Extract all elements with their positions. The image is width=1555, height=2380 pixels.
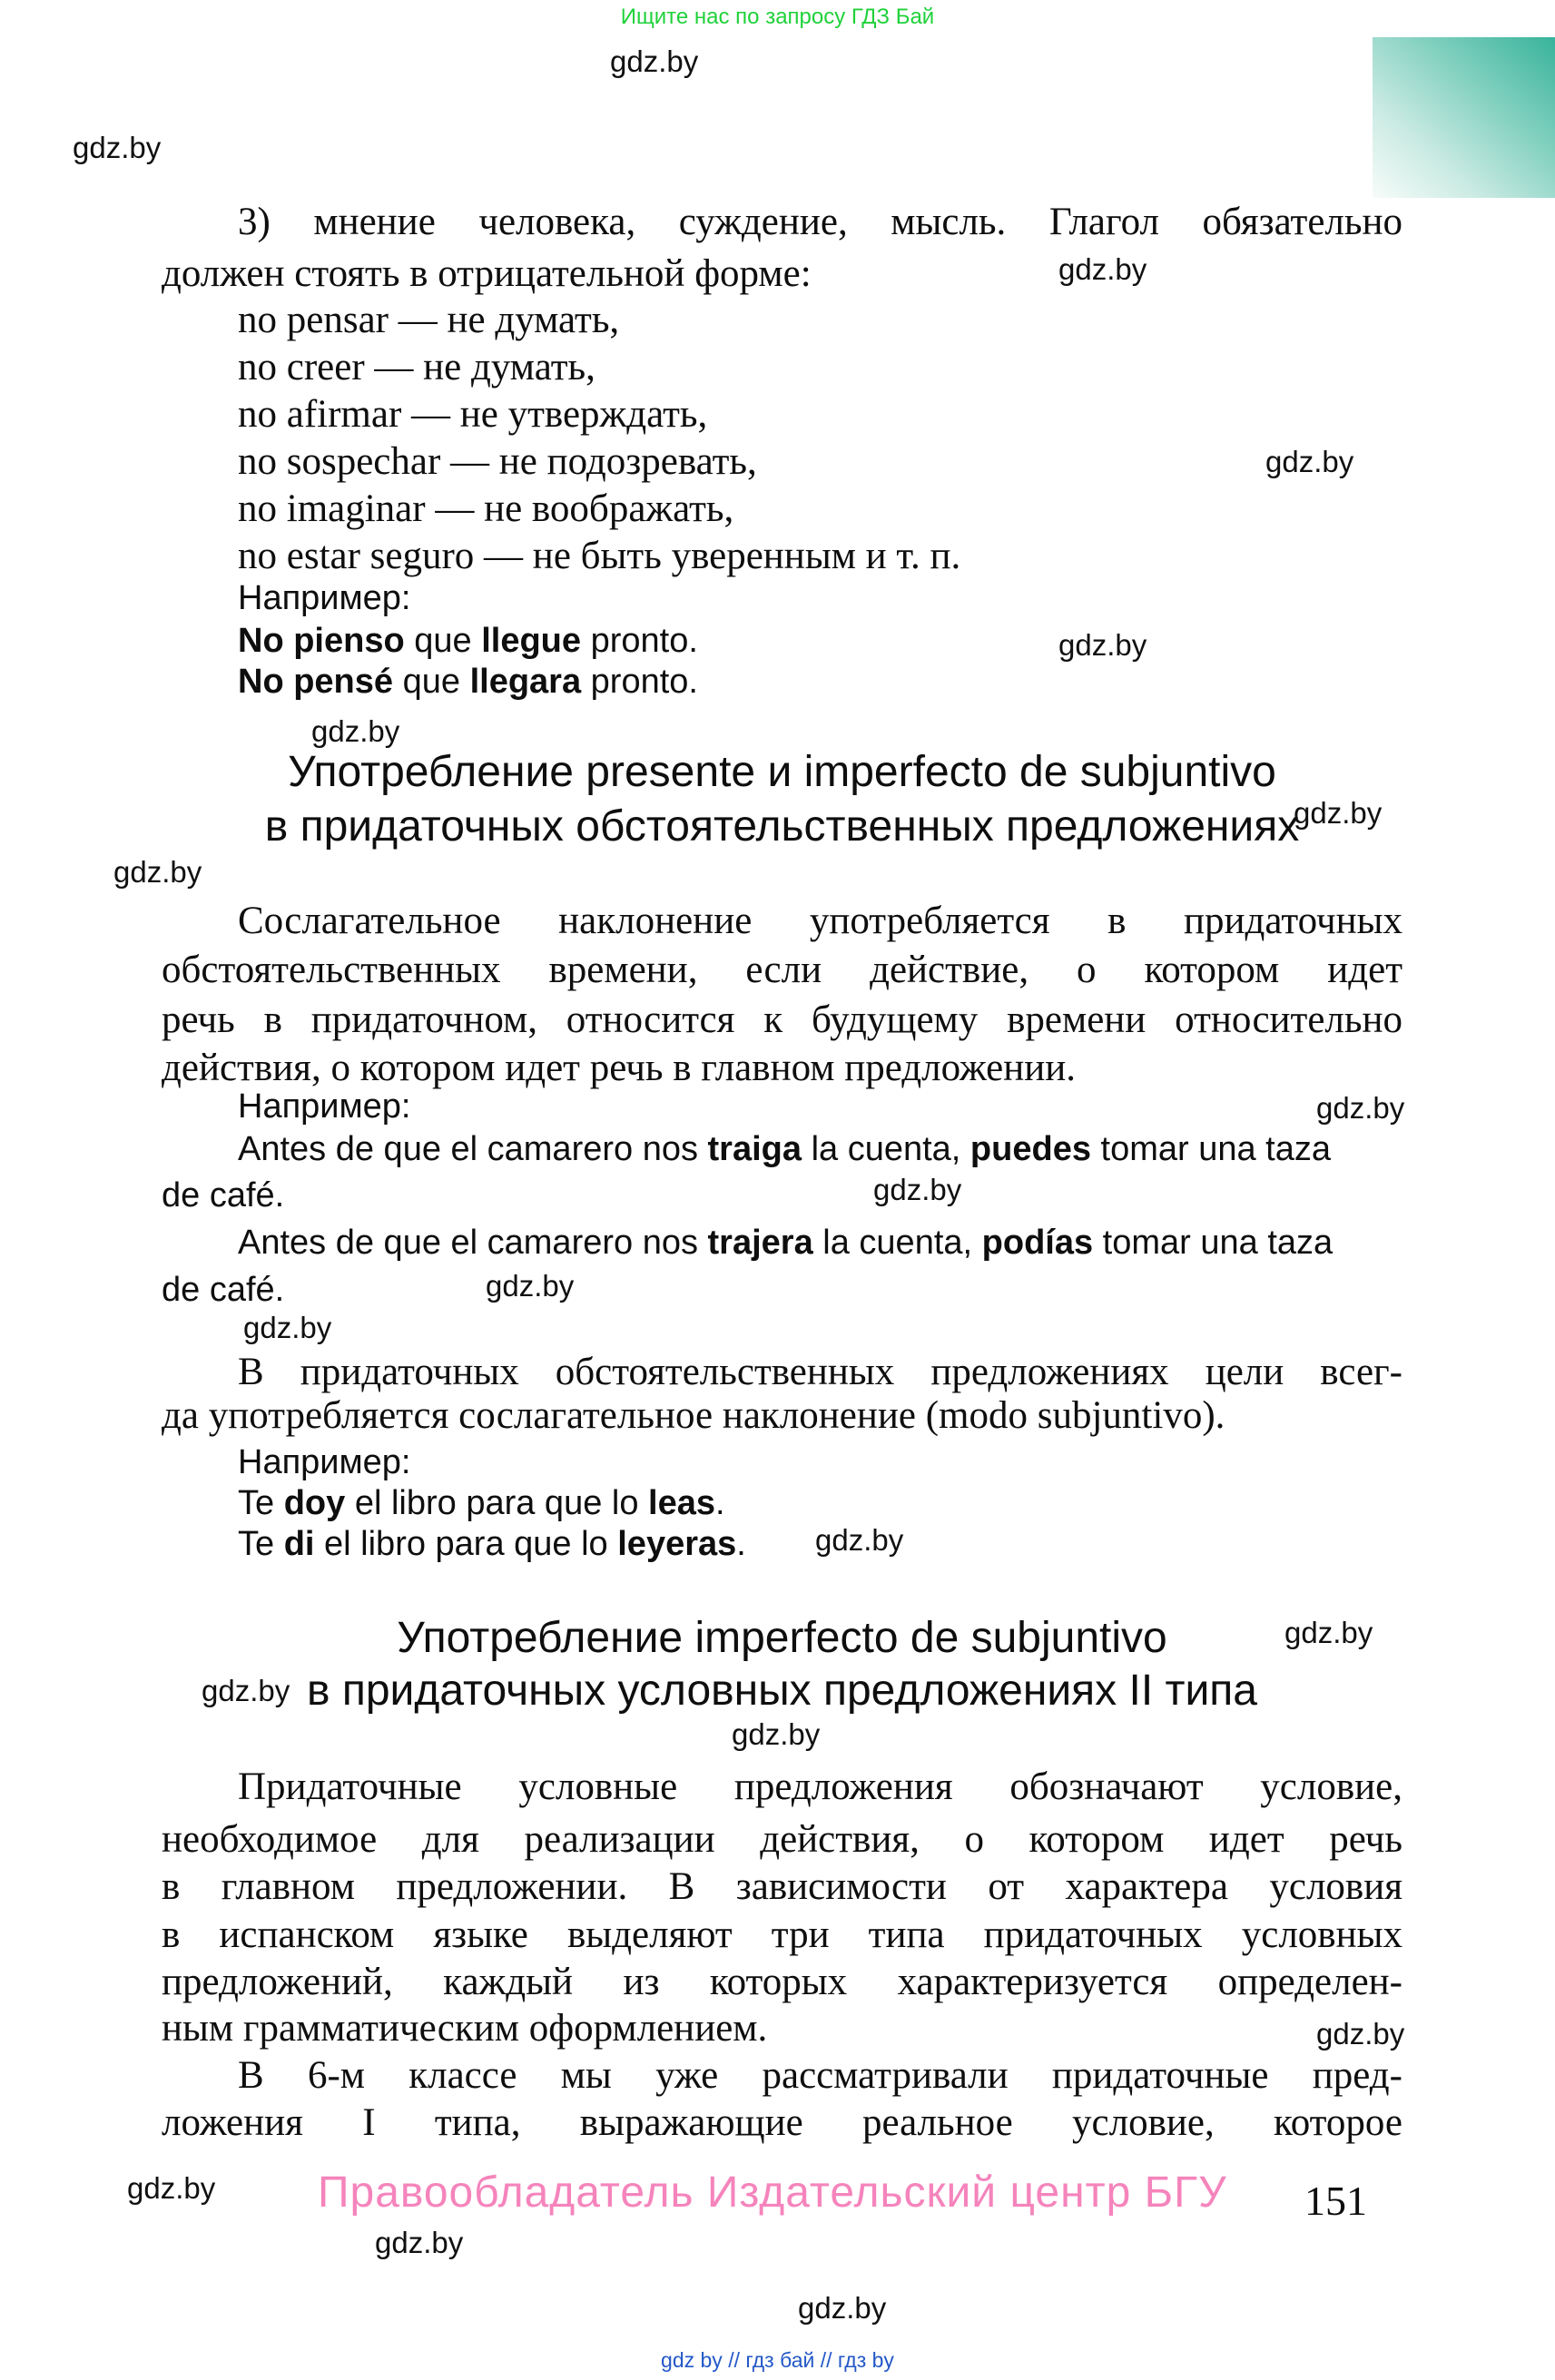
list-item: no imaginar — не воображать, — [238, 487, 734, 530]
paragraph-line: 3) мнение человека, суждение, мысль. Глагол обязательно — [238, 201, 1402, 243]
paragraph-line: В 6-м классе мы уже рассматривали придаточные пред- — [238, 2054, 1402, 2097]
watermark: gdz.by — [127, 2171, 216, 2205]
example-line: Te di el libro para que lo leyeras. — [238, 1525, 746, 1563]
paragraph-line: Сослагательное наклонение употребляется в придаточных — [238, 900, 1402, 942]
watermark: gdz.by — [375, 2226, 464, 2259]
watermark: gdz.by — [1058, 628, 1147, 662]
watermark: gdz.by — [610, 44, 699, 78]
example-line: de café. — [162, 1271, 285, 1309]
list-item: no sospechar — не подозревать, — [238, 440, 757, 483]
paragraph-line: действия, о котором идет речь в главном предложении. — [162, 1047, 1077, 1089]
section-heading-line: Употребление imperfecto de subjuntivo — [397, 1614, 1167, 1662]
watermark: gdz.by — [113, 855, 202, 889]
paragraph-line: предложений, каждый из которых характеризуется определен- — [162, 1961, 1402, 2003]
paragraph-line: речь в придаточном, относится к будущему времени относительно — [162, 998, 1402, 1041]
example-line: de café. — [162, 1176, 285, 1215]
section-heading-line: в придаточных обстоятельственных предложениях — [264, 802, 1300, 851]
paragraph-line: В придаточных обстоятельственных предложениях цели всег- — [238, 1351, 1402, 1393]
watermark: gdz.by — [1316, 2017, 1405, 2051]
watermark: gdz.by — [1294, 796, 1383, 830]
list-item: no creer — не думать, — [238, 346, 595, 388]
watermark: gdz.by — [486, 1269, 575, 1303]
example-line: No pienso que llegue pronto. — [238, 622, 698, 660]
example-line: Antes de que el camarero nos trajera la cuenta, podías tomar una taza — [238, 1224, 1334, 1262]
section-heading-line: в придаточных условных предложениях II типа — [307, 1667, 1257, 1715]
page-number: 151 — [1304, 2178, 1367, 2224]
section-heading-line: Употребление presente и imperfecto de subjuntivo — [288, 748, 1276, 796]
example-label: Например: — [238, 1087, 411, 1126]
example-line: Antes de que el camarero nos traiga la cuenta, puedes tomar una taza — [238, 1130, 1332, 1168]
paragraph-line: должен стоять в отрицательной форме: — [162, 252, 812, 295]
paragraph-line: обстоятельственных времени, если действие, о котором идет — [162, 949, 1402, 991]
list-item: no afirmar — не утверждать, — [238, 393, 708, 436]
watermark: gdz.by — [243, 1311, 332, 1344]
watermark: gdz.by — [1316, 1091, 1405, 1125]
teal-gradient-decoration — [1373, 37, 1555, 198]
promo-banner: Ищите нас по запросу ГДЗ Бай — [620, 5, 935, 29]
paragraph-line: в испанском языке выделяют три типа придаточных условных — [162, 1913, 1402, 1956]
watermark: gdz.by — [73, 131, 162, 164]
watermark: gdz.by — [873, 1173, 962, 1206]
footer-search-hints: gdz by // гдз бай // гдз by — [661, 2348, 894, 2372]
watermark: gdz.by — [815, 1523, 904, 1557]
watermark: gdz.by — [1284, 1616, 1373, 1649]
example-line: Te doy el libro para que lo leas. — [238, 1484, 725, 1522]
paragraph-line: ным грамматическим оформлением. — [162, 2007, 768, 2050]
copyright-line: Правообладатель Издательский центр БГУ — [318, 2169, 1227, 2217]
paragraph-line: ложения I типа, выражающие реальное условие, которое — [162, 2101, 1402, 2144]
paragraph-line: Придаточные условные предложения обозначают условие, — [238, 1765, 1402, 1808]
watermark: gdz.by — [798, 2291, 887, 2325]
paragraph-line: необходимое для реализации действия, о котором идет речь — [162, 1818, 1402, 1861]
watermark: gdz.by — [1265, 445, 1354, 478]
watermark: gdz.by — [311, 714, 400, 748]
list-item: no pensar — не думать, — [238, 299, 620, 341]
example-label: Например: — [238, 579, 411, 617]
example-label: Например: — [238, 1443, 411, 1481]
example-line: No pensé que llegara pronto. — [238, 663, 698, 701]
watermark: gdz.by — [202, 1674, 290, 1707]
paragraph-line: в главном предложении. В зависимости от характера условия — [162, 1865, 1402, 1908]
watermark: gdz.by — [1058, 252, 1147, 286]
paragraph-line: да употребляется сослагательное наклонение (modo subjuntivo). — [162, 1394, 1225, 1437]
list-item: no estar seguro — не быть уверенным и т. п. — [238, 535, 961, 577]
watermark: gdz.by — [732, 1717, 821, 1751]
